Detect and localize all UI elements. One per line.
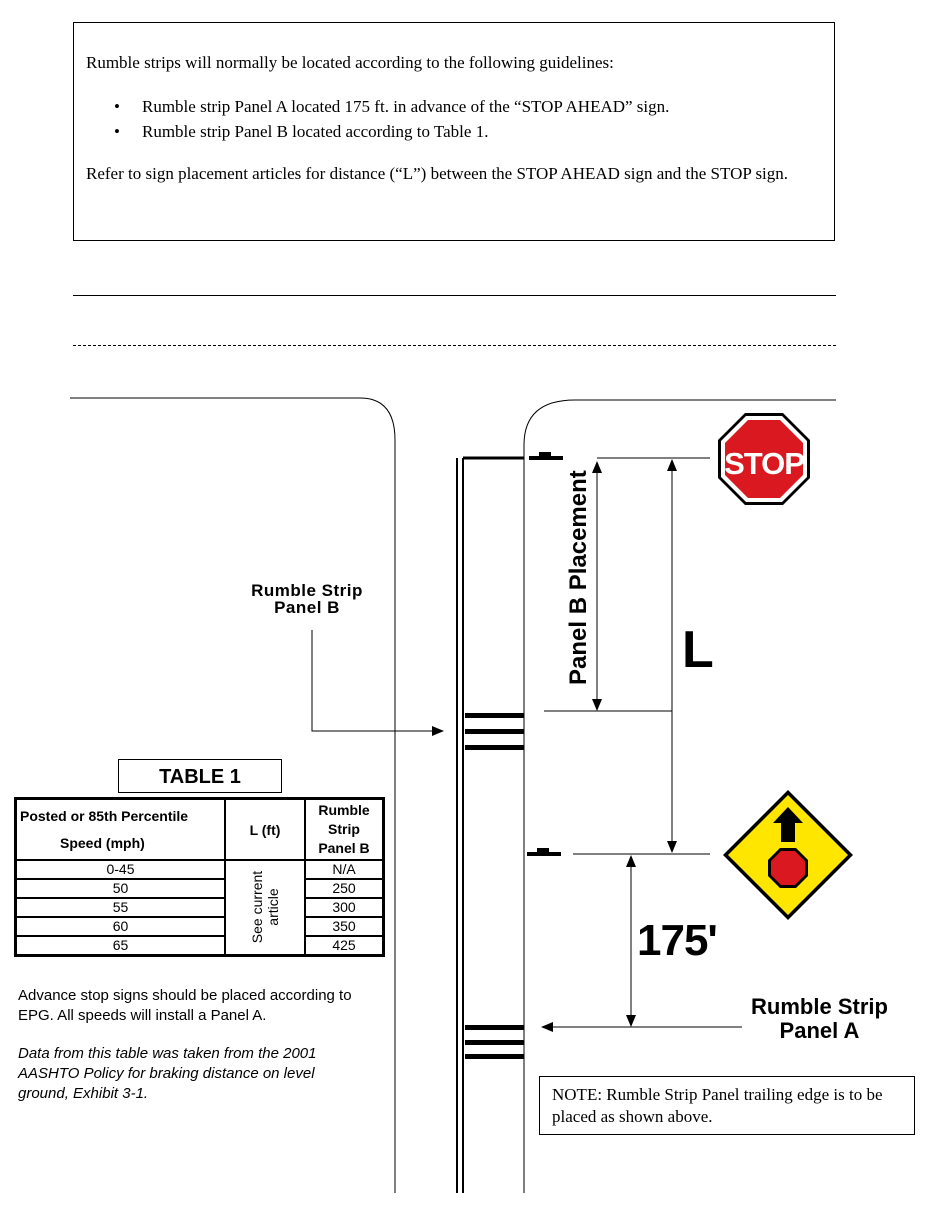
- panel-b-leader-line: [312, 630, 432, 731]
- table-title: TABLE 1: [118, 759, 282, 793]
- panel-b-label-line1: Rumble Strip: [251, 581, 363, 600]
- stop-ahead-sign-icon: [723, 790, 853, 920]
- bullet-icon: •: [114, 122, 120, 141]
- bullet-icon: •: [114, 97, 120, 116]
- arrow-down-icon: [667, 841, 677, 853]
- guidelines-note: Refer to sign placement articles for distance (“L”) between the STOP AHEAD sign and the STOP sign.: [86, 164, 789, 183]
- panel-b-label: [232, 582, 382, 616]
- speed-cell: 50: [16, 879, 226, 898]
- speed-cell: 60: [16, 917, 226, 936]
- speed-cell: 0-45: [16, 860, 226, 879]
- advance-stop-note: Advance stop signs should be placed according to EPG. All speeds will install a Panel A.: [18, 987, 352, 1024]
- panel-b-strip-3: [465, 745, 524, 750]
- distance-l-label: L: [682, 621, 714, 679]
- table-header-row: [16, 799, 384, 861]
- stop-ahead-sign-post: [527, 852, 561, 856]
- stop-sign-icon: [718, 413, 810, 505]
- speed-table: [14, 797, 385, 957]
- panel-a-label-line1: Rumble Strip: [751, 994, 888, 1019]
- table-row: [16, 917, 384, 936]
- panel-a-label: [732, 995, 907, 1043]
- arrow-head-icon: [432, 726, 444, 736]
- header-speed-unit: Speed (mph): [60, 834, 145, 851]
- header-speed: [16, 799, 226, 861]
- l-note-line2: article: [265, 888, 281, 926]
- header-l: L (ft): [225, 799, 305, 861]
- speed-cell: 65: [16, 936, 226, 956]
- stop-sign-post: [529, 456, 563, 460]
- l-note-line1: See current: [249, 870, 265, 944]
- arrow-head-icon: [541, 1022, 553, 1032]
- header-panel-b-line1: Rumble: [318, 802, 370, 818]
- panel-b-cell: 250: [305, 879, 384, 898]
- panel-a-label-line2: Panel A: [779, 1018, 860, 1043]
- panel-b-cell: 300: [305, 898, 384, 917]
- panel-a-strip-1: [465, 1025, 524, 1030]
- header-panel-b: [305, 799, 384, 861]
- header-panel-b-line2: Strip: [328, 821, 360, 837]
- panel-b-cell: 425: [305, 936, 384, 956]
- panel-b-strip-2: [465, 729, 524, 734]
- guideline-panel-a: Rumble strip Panel A located 175 ft. in advance of the “STOP AHEAD” sign.: [142, 97, 670, 116]
- arrow-down-icon: [592, 699, 602, 711]
- header-panel-b-line3: Panel B: [318, 840, 370, 856]
- stop-sign-text: STOP: [724, 446, 804, 481]
- panel-a-strip-3: [465, 1054, 524, 1059]
- panel-b-label-line2: Panel B: [274, 598, 340, 617]
- l-note: [249, 871, 281, 943]
- panel-b-cell: N/A: [305, 860, 384, 879]
- speed-cell: 55: [16, 898, 226, 917]
- arrow-up-icon: [592, 461, 602, 473]
- l-note-cell: [225, 860, 305, 956]
- arrow-up-icon: [626, 855, 636, 867]
- panel-b-placement-label: Panel B Placement: [565, 470, 592, 685]
- arrow-up-icon: [667, 459, 677, 471]
- panel-b-cell: 350: [305, 917, 384, 936]
- arrow-down-icon: [626, 1015, 636, 1027]
- panel-b-strip-1: [465, 713, 524, 718]
- table-row: [16, 879, 384, 898]
- guidelines-intro: Rumble strips will normally be located according to the following guidelines:: [86, 53, 614, 72]
- table-row: [16, 936, 384, 956]
- stop-ahead-sign-post-cap: [537, 848, 549, 852]
- trailing-edge-note: NOTE: Rumble Strip Panel trailing edge is to be placed as shown above.: [539, 1076, 915, 1135]
- table-row: [16, 898, 384, 917]
- table-row: [16, 860, 384, 879]
- stop-sign-post-cap: [539, 452, 551, 456]
- distance-175-label: 175': [637, 916, 717, 965]
- data-source-note: Data from this table was taken from the 2001 AASHTO Policy for braking distance on level ground, Exhibit 3-1.: [18, 1045, 317, 1102]
- header-speed-label: Posted or 85th Percentile: [20, 807, 189, 824]
- guideline-panel-b: Rumble strip Panel B located according to Table 1.: [142, 122, 489, 141]
- panel-a-strip-2: [465, 1040, 524, 1045]
